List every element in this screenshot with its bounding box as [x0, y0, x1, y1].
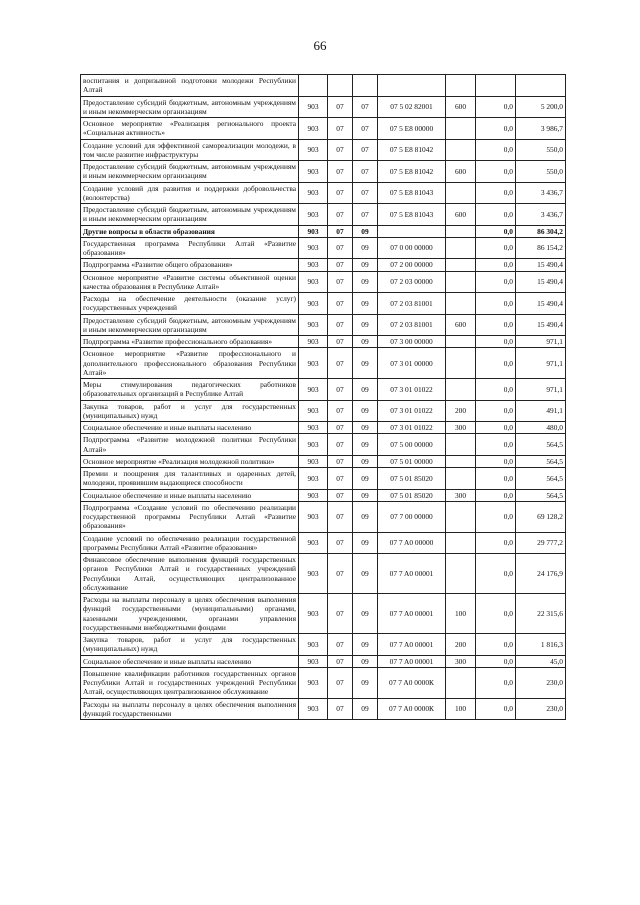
row-name: Премии и поощрения для талантливых и одаренных детей, молодежи, проявившим выдающиеся способности	[81, 468, 299, 490]
row-expense-type	[446, 455, 476, 467]
row-expense-type: 300	[446, 489, 476, 501]
table-row	[81, 259, 566, 271]
row-value-2: 15 490,4	[516, 271, 566, 293]
row-grbs: 903	[299, 225, 328, 237]
table-row	[81, 293, 566, 315]
row-value-2: 86 154,2	[516, 237, 566, 259]
row-target-article: 07 7 A0 00001	[378, 655, 446, 667]
row-target-article: 07 7 A0 00001	[378, 554, 446, 594]
table-row	[81, 634, 566, 656]
row-section: 07	[328, 698, 353, 720]
row-expense-type	[446, 118, 476, 140]
row-value-1: 0,0	[476, 634, 516, 656]
table-row	[81, 554, 566, 594]
row-value-2: 45,0	[516, 655, 566, 667]
table-row	[81, 225, 566, 237]
row-value-1: 0,0	[476, 667, 516, 698]
row-name: Финансовое обеспечение выполнения функций государственных органов Республики Алтай и государственных учреждений Республики Алтай, осуществляющих централизованное обслуживание	[81, 554, 299, 594]
table-row	[81, 532, 566, 554]
row-subsection: 09	[353, 422, 378, 434]
row-section: 07	[328, 293, 353, 315]
row-value-1: 0,0	[476, 532, 516, 554]
row-grbs: 903	[299, 336, 328, 348]
row-value-2: 550,0	[516, 161, 566, 183]
row-target-article	[378, 225, 446, 237]
row-grbs: 903	[299, 259, 328, 271]
row-subsection: 09	[353, 434, 378, 456]
table-row	[81, 379, 566, 401]
row-grbs: 903	[299, 554, 328, 594]
table-row	[81, 271, 566, 293]
row-name: Основное мероприятие «Реализация регионального проекта «Социальная активность»	[81, 118, 299, 140]
row-value-1: 0,0	[476, 204, 516, 226]
row-expense-type	[446, 259, 476, 271]
row-expense-type: 600	[446, 96, 476, 118]
row-subsection: 09	[353, 348, 378, 379]
table-row	[81, 400, 566, 422]
row-target-article: 07 2 00 00000	[378, 259, 446, 271]
row-expense-type: 300	[446, 655, 476, 667]
row-name: Основное мероприятие «Развитие системы объективной оценки качества образования в Республике Алтай»	[81, 271, 299, 293]
row-value-1: 0,0	[476, 237, 516, 259]
row-value-1: 0,0	[476, 225, 516, 237]
row-grbs: 903	[299, 532, 328, 554]
table-row	[81, 489, 566, 501]
row-value-2: 5 200,0	[516, 96, 566, 118]
row-name: Расходы на выплаты персоналу в целях обеспечения выполнения функций государственными	[81, 698, 299, 720]
table-row	[81, 182, 566, 204]
row-value-1: 0,0	[476, 96, 516, 118]
row-section: 07	[328, 271, 353, 293]
row-target-article: 07 5 E8 81043	[378, 182, 446, 204]
row-target-article: 07 5 E8 00000	[378, 118, 446, 140]
row-value-2: 550,0	[516, 139, 566, 161]
row-section: 07	[328, 237, 353, 259]
table-row	[81, 455, 566, 467]
row-name: Меры стимулирования педагогических работников образовательных организаций в Республике Алтай	[81, 379, 299, 401]
row-value-2: 3 436,7	[516, 182, 566, 204]
row-value-1: 0,0	[476, 348, 516, 379]
row-expense-type	[446, 182, 476, 204]
row-value-1: 0,0	[476, 118, 516, 140]
row-value-2: 971,1	[516, 348, 566, 379]
row-value-1: 0,0	[476, 182, 516, 204]
table-row	[81, 468, 566, 490]
row-target-article: 07 2 03 81001	[378, 314, 446, 336]
table-row	[81, 655, 566, 667]
table-row	[81, 348, 566, 379]
row-subsection: 07	[353, 161, 378, 183]
row-value-2: 480,0	[516, 422, 566, 434]
row-value-1: 0,0	[476, 455, 516, 467]
row-target-article: 07 2 03 00000	[378, 271, 446, 293]
row-subsection: 07	[353, 204, 378, 226]
row-grbs: 903	[299, 348, 328, 379]
row-expense-type	[446, 554, 476, 594]
row-value-1	[476, 75, 516, 97]
row-name: Создание условий по обеспечению реализации государственной программы Республики Алтай «Развитие образования»	[81, 532, 299, 554]
row-name: Создание условий для эффективной самореализации молодежи, в том числе развитие инфраструктуры	[81, 139, 299, 161]
row-section: 07	[328, 204, 353, 226]
row-name: Закупка товаров, работ и услуг для государственных (муниципальных) нужд	[81, 634, 299, 656]
row-name: Подпрограмма «Создание условий по обеспечению реализации государственной программы Республики Алтай «Развитие образования»	[81, 501, 299, 532]
row-expense-type	[446, 434, 476, 456]
row-grbs: 903	[299, 434, 328, 456]
table-row	[81, 501, 566, 532]
row-grbs: 903	[299, 204, 328, 226]
row-name: Социальное обеспечение и иные выплаты населению	[81, 489, 299, 501]
row-section: 07	[328, 489, 353, 501]
row-target-article: 07 5 01 85020	[378, 468, 446, 490]
row-section: 07	[328, 468, 353, 490]
row-section: 07	[328, 400, 353, 422]
row-value-2: 22 315,6	[516, 594, 566, 634]
row-grbs: 903	[299, 314, 328, 336]
row-expense-type	[446, 139, 476, 161]
row-grbs: 903	[299, 594, 328, 634]
row-section: 07	[328, 501, 353, 532]
table-row	[81, 139, 566, 161]
row-subsection: 09	[353, 489, 378, 501]
row-grbs: 903	[299, 161, 328, 183]
row-subsection: 09	[353, 532, 378, 554]
table-row	[81, 422, 566, 434]
row-expense-type	[446, 271, 476, 293]
row-section: 07	[328, 634, 353, 656]
row-name: Основное мероприятие «Развитие профессионального и дополнительного профессионального образования Республики Алтай»	[81, 348, 299, 379]
row-subsection: 09	[353, 237, 378, 259]
row-expense-type	[446, 225, 476, 237]
row-value-2: 230,0	[516, 698, 566, 720]
row-section: 07	[328, 655, 353, 667]
row-expense-type	[446, 237, 476, 259]
row-target-article: 07 7 A0 00001	[378, 634, 446, 656]
row-expense-type: 300	[446, 422, 476, 434]
row-value-2: 15 490,4	[516, 314, 566, 336]
row-name: Закупка товаров, работ и услуг для государственных (муниципальных) нужд	[81, 400, 299, 422]
row-value-1: 0,0	[476, 400, 516, 422]
row-name: Государственная программа Республики Алтай «Развитие образования»	[81, 237, 299, 259]
row-value-2: 564,5	[516, 468, 566, 490]
row-section: 07	[328, 594, 353, 634]
table-row	[81, 237, 566, 259]
row-expense-type	[446, 379, 476, 401]
row-expense-type	[446, 75, 476, 97]
row-target-article: 07 3 01 01022	[378, 422, 446, 434]
table-row	[81, 434, 566, 456]
row-subsection: 09	[353, 259, 378, 271]
row-name: Подпрограмма «Развитие профессионального образования»	[81, 336, 299, 348]
row-expense-type: 200	[446, 400, 476, 422]
row-section: 07	[328, 667, 353, 698]
row-value-2: 971,1	[516, 336, 566, 348]
row-expense-type: 600	[446, 314, 476, 336]
row-name: Расходы на обеспечение деятельности (оказание услуг) государственных учреждений	[81, 293, 299, 315]
table-row	[81, 96, 566, 118]
row-subsection: 07	[353, 118, 378, 140]
row-expense-type	[446, 336, 476, 348]
table-row	[81, 314, 566, 336]
row-grbs: 903	[299, 634, 328, 656]
table-row	[81, 698, 566, 720]
row-expense-type	[446, 293, 476, 315]
row-subsection: 09	[353, 698, 378, 720]
table-row	[81, 204, 566, 226]
row-subsection: 09	[353, 379, 378, 401]
row-value-2: 564,5	[516, 455, 566, 467]
row-subsection: 09	[353, 655, 378, 667]
row-grbs	[299, 75, 328, 97]
row-section	[328, 75, 353, 97]
row-target-article: 07 3 01 01022	[378, 400, 446, 422]
row-section: 07	[328, 336, 353, 348]
row-value-1: 0,0	[476, 139, 516, 161]
row-name: Предоставление субсидий бюджетным, автономным учреждениям и иным некоммерческим организациям	[81, 96, 299, 118]
table-row	[81, 75, 566, 97]
row-target-article: 07 5 02 82001	[378, 96, 446, 118]
row-section: 07	[328, 379, 353, 401]
row-value-2: 86 304,2	[516, 225, 566, 237]
row-grbs: 903	[299, 698, 328, 720]
row-value-1: 0,0	[476, 489, 516, 501]
page-number: 66	[313, 38, 327, 53]
row-value-2: 564,5	[516, 434, 566, 456]
row-target-article: 07 7 00 00000	[378, 501, 446, 532]
row-target-article: 07 2 03 81001	[378, 293, 446, 315]
row-grbs: 903	[299, 293, 328, 315]
table-row	[81, 336, 566, 348]
row-target-article: 07 5 E8 81042	[378, 161, 446, 183]
row-subsection: 09	[353, 455, 378, 467]
row-value-1: 0,0	[476, 422, 516, 434]
row-grbs: 903	[299, 455, 328, 467]
row-target-article: 07 3 01 01022	[378, 379, 446, 401]
table-row	[81, 594, 566, 634]
row-target-article: 07 0 00 00000	[378, 237, 446, 259]
row-subsection: 07	[353, 139, 378, 161]
row-grbs: 903	[299, 501, 328, 532]
row-value-1: 0,0	[476, 468, 516, 490]
row-target-article: 07 5 E8 81043	[378, 204, 446, 226]
row-grbs: 903	[299, 271, 328, 293]
row-section: 07	[328, 225, 353, 237]
row-target-article: 07 7 A0 0000К	[378, 667, 446, 698]
row-expense-type	[446, 348, 476, 379]
row-value-2: 29 777,2	[516, 532, 566, 554]
row-value-2: 15 490,4	[516, 259, 566, 271]
row-section: 07	[328, 314, 353, 336]
row-target-article: 07 3 00 00000	[378, 336, 446, 348]
row-grbs: 903	[299, 400, 328, 422]
row-value-1: 0,0	[476, 655, 516, 667]
row-expense-type: 200	[446, 634, 476, 656]
row-value-1: 0,0	[476, 434, 516, 456]
budget-table	[80, 74, 566, 720]
row-section: 07	[328, 259, 353, 271]
row-value-2: 3 986,7	[516, 118, 566, 140]
row-grbs: 903	[299, 118, 328, 140]
row-section: 07	[328, 554, 353, 594]
row-value-2: 1 816,3	[516, 634, 566, 656]
row-name: Другие вопросы в области образования	[81, 225, 299, 237]
row-target-article: 07 7 A0 00001	[378, 594, 446, 634]
row-value-1: 0,0	[476, 259, 516, 271]
row-grbs: 903	[299, 139, 328, 161]
row-subsection: 09	[353, 225, 378, 237]
row-value-1: 0,0	[476, 594, 516, 634]
row-subsection: 09	[353, 271, 378, 293]
row-target-article: 07 7 A0 00000	[378, 532, 446, 554]
row-subsection: 09	[353, 314, 378, 336]
row-expense-type: 100	[446, 698, 476, 720]
row-expense-type	[446, 667, 476, 698]
row-section: 07	[328, 139, 353, 161]
row-subsection: 09	[353, 594, 378, 634]
row-name: Подпрограмма «Развитие общего образования»	[81, 259, 299, 271]
row-value-2: 3 436,7	[516, 204, 566, 226]
table-row	[81, 667, 566, 698]
row-value-2: 564,5	[516, 489, 566, 501]
row-target-article	[378, 75, 446, 97]
row-name: Предоставление субсидий бюджетным, автономным учреждениям и иным некоммерческим организациям	[81, 314, 299, 336]
row-target-article: 07 5 00 00000	[378, 434, 446, 456]
row-section: 07	[328, 455, 353, 467]
row-section: 07	[328, 434, 353, 456]
row-value-1: 0,0	[476, 336, 516, 348]
row-value-2	[516, 75, 566, 97]
row-target-article: 07 5 01 00000	[378, 455, 446, 467]
row-subsection: 07	[353, 182, 378, 204]
row-subsection: 09	[353, 293, 378, 315]
row-grbs: 903	[299, 182, 328, 204]
row-name: Основное мероприятие «Реализация молодежной политики»	[81, 455, 299, 467]
row-target-article: 07 3 01 00000	[378, 348, 446, 379]
row-value-2: 971,1	[516, 379, 566, 401]
row-value-2: 69 128,2	[516, 501, 566, 532]
row-section: 07	[328, 182, 353, 204]
row-name: Социальное обеспечение и иные выплаты населению	[81, 422, 299, 434]
row-value-1: 0,0	[476, 314, 516, 336]
row-name: Повышение квалификации работников государственных органов Республики Алтай и государственных учреждений Республики Алтай, осуществляющих централизованное обслуживание	[81, 667, 299, 698]
row-grbs: 903	[299, 422, 328, 434]
row-name: Расходы на выплаты персоналу в целях обеспечения выполнения функций государственными (муниципальными) органами, казенными учреждениями, органами управления государственными внебюджетными фондами	[81, 594, 299, 634]
row-expense-type	[446, 532, 476, 554]
row-subsection: 09	[353, 501, 378, 532]
row-value-1: 0,0	[476, 554, 516, 594]
row-value-1: 0,0	[476, 379, 516, 401]
table-row	[81, 118, 566, 140]
row-subsection: 07	[353, 96, 378, 118]
row-section: 07	[328, 161, 353, 183]
row-expense-type: 100	[446, 594, 476, 634]
row-name: Социальное обеспечение и иные выплаты населению	[81, 655, 299, 667]
table-row	[81, 161, 566, 183]
row-subsection: 09	[353, 667, 378, 698]
row-expense-type: 600	[446, 204, 476, 226]
row-target-article: 07 5 E8 81042	[378, 139, 446, 161]
row-grbs: 903	[299, 667, 328, 698]
row-name: Предоставление субсидий бюджетным, автономным учреждениям и иным некоммерческим организациям	[81, 161, 299, 183]
row-value-2: 491,1	[516, 400, 566, 422]
row-value-1: 0,0	[476, 501, 516, 532]
row-subsection: 09	[353, 468, 378, 490]
row-expense-type	[446, 468, 476, 490]
row-value-1: 0,0	[476, 293, 516, 315]
row-section: 07	[328, 532, 353, 554]
row-section: 07	[328, 118, 353, 140]
row-expense-type: 600	[446, 161, 476, 183]
row-grbs: 903	[299, 379, 328, 401]
row-subsection: 09	[353, 554, 378, 594]
row-section: 07	[328, 348, 353, 379]
row-name: Создание условий для развития и поддержки добровольчества (волонтерства)	[81, 182, 299, 204]
row-subsection: 09	[353, 634, 378, 656]
row-value-1: 0,0	[476, 271, 516, 293]
row-name: воспитания и допризывной подготовки молодежи Республики Алтай	[81, 75, 299, 97]
row-subsection	[353, 75, 378, 97]
row-grbs: 903	[299, 237, 328, 259]
row-section: 07	[328, 422, 353, 434]
row-value-2: 24 176,9	[516, 554, 566, 594]
row-grbs: 903	[299, 96, 328, 118]
row-value-2: 15 490,4	[516, 293, 566, 315]
row-value-1: 0,0	[476, 698, 516, 720]
row-section: 07	[328, 96, 353, 118]
row-grbs: 903	[299, 489, 328, 501]
row-subsection: 09	[353, 400, 378, 422]
row-subsection: 09	[353, 336, 378, 348]
row-name: Подпрограмма «Развитие молодежной политики Республики Алтай»	[81, 434, 299, 456]
row-value-1: 0,0	[476, 161, 516, 183]
row-target-article: 07 5 01 85020	[378, 489, 446, 501]
row-target-article: 07 7 A0 0000К	[378, 698, 446, 720]
row-expense-type	[446, 501, 476, 532]
row-grbs: 903	[299, 655, 328, 667]
row-grbs: 903	[299, 468, 328, 490]
row-value-2: 230,0	[516, 667, 566, 698]
row-name: Предоставление субсидий бюджетным, автономным учреждениям и иным некоммерческим организациям	[81, 204, 299, 226]
table-body	[81, 75, 566, 720]
